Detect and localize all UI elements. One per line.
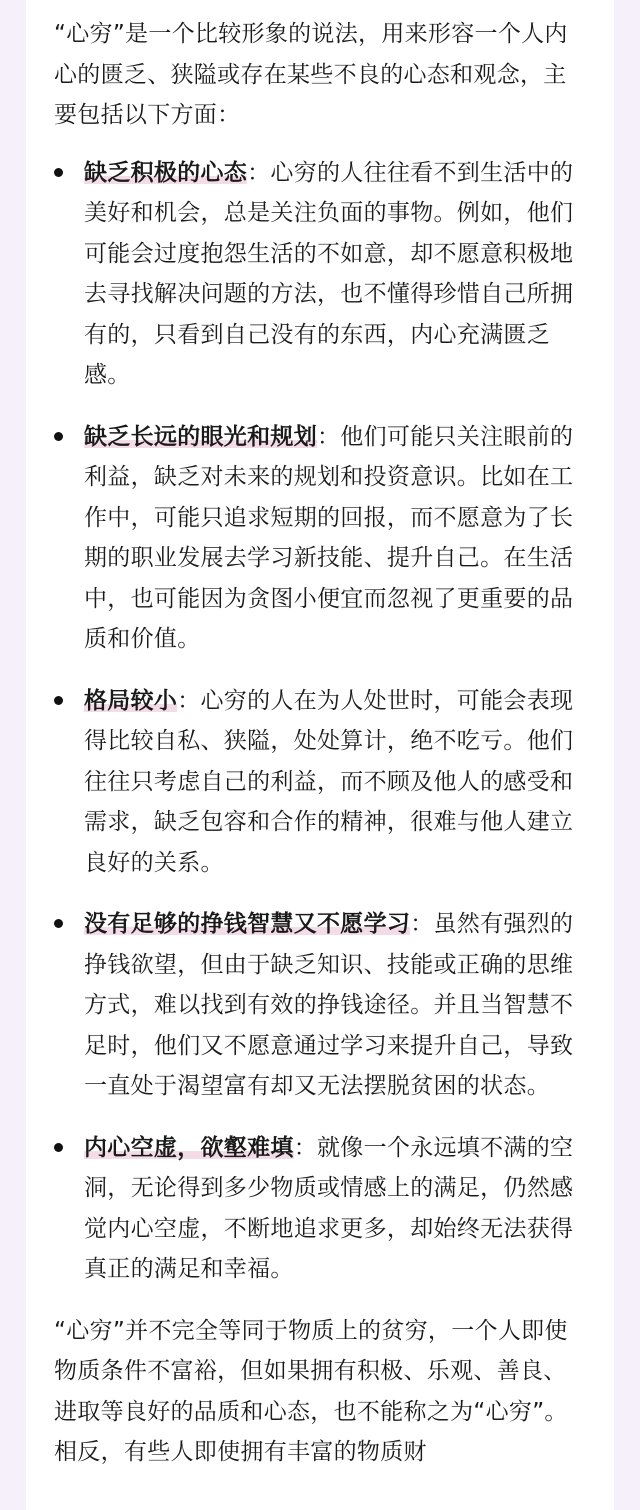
point-term: 格局较小: [84, 687, 178, 714]
bullet-dot-icon: [54, 919, 63, 928]
list-item: [54, 417, 586, 660]
list-item: [54, 904, 586, 1107]
point-term: 内心空虚，欲壑难填: [84, 1134, 294, 1161]
point-text: ：就像一个永远填不满的空洞，无论得到多少物质或情感上的满足，仍然感觉内心空虚，不断地追求更多，却始终无法获得真正的满足和幸福。: [84, 1134, 574, 1282]
point-text: ：心穷的人在为人处世时，可能会表现得比较自私、狭隘，处处算计，绝不吃亏。他们往往只考虑自己的利益，而不顾及他人的感受和需求，缺乏包容和合作的精神，很难与他人建立良好的关系。: [84, 687, 574, 876]
point-text: ：虽然有强烈的挣钱欲望，但由于缺乏知识、技能或正确的思维方式，难以找到有效的挣钱途径。并且当智慧不足时，他们又不愿意通过学习来提升自己，导致一直处于渴望富有却又无法摆脱贫困的状态。: [84, 911, 574, 1099]
list-item: [54, 1128, 586, 1290]
point-term: 缺乏长远的眼光和规划: [84, 423, 317, 450]
point-term: 没有足够的挣钱智慧又不愿学习: [84, 911, 411, 937]
article-content: [26, 0, 614, 1510]
list-item: [54, 681, 586, 884]
bullet-dot-icon: [54, 432, 63, 441]
point-term: 缺乏积极的心态: [84, 159, 248, 186]
bullet-dot-icon: [54, 168, 63, 177]
list-item: [54, 153, 586, 396]
point-list: [54, 153, 586, 1290]
point-text: ：他们可能只关注眼前的利益，缺乏对未来的规划和投资意识。比如在工作中，可能只追求短期的回报，而不愿意为了长期的职业发展去学习新技能、提升自己。在生活中，也可能因为贪图小便宜而忽视了更重要的品质和价值。: [84, 423, 574, 652]
point-text: ：心穷的人往往看不到生活中的美好和机会，总是关注负面的事物。例如，他们可能会过度抱怨生活的不如意，却不愿意积极地去寻找解决问题的方法，也不懂得珍惜自己所拥有的，只看到自己没有的东西，内心充满匮乏感。: [84, 159, 574, 388]
outro-paragraph: “心穷”并不完全等同于物质上的贫穷，一个人即使物质条件不富裕，但如果拥有积极、乐观、善良、进取等良好的品质和心态，也不能称之为“心穷”。相反，有些人即使拥有丰富的物质财: [54, 1317, 568, 1465]
bullet-dot-icon: [54, 1143, 63, 1152]
bullet-dot-icon: [54, 696, 63, 705]
intro-paragraph: “心穷”是一个比较形象的说法，用来形容一个人内心的匮乏、狭隘或存在某些不良的心态和观念，主要包括以下方面：: [54, 21, 568, 128]
